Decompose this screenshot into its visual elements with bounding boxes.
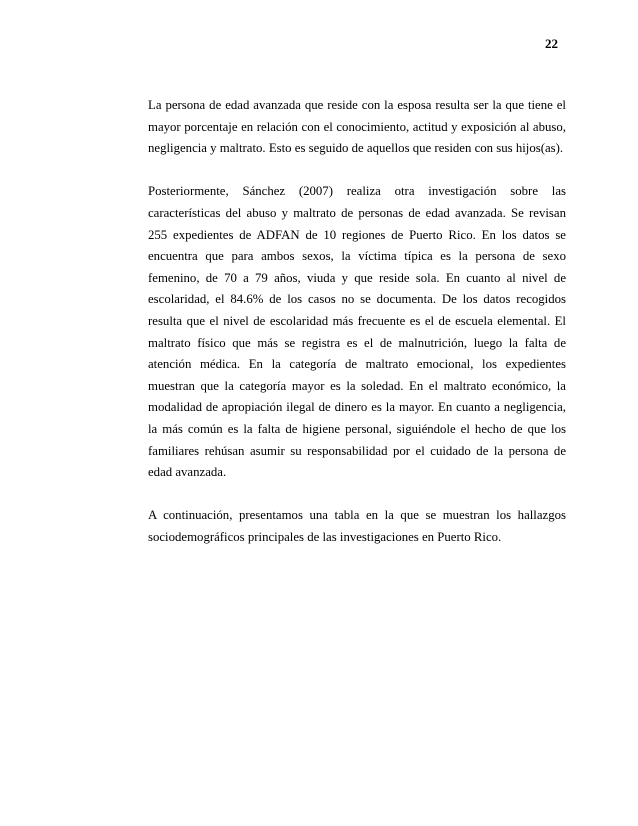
paragraph-household-residence: La persona de edad avanzada que reside con la esposa resulta ser la que tiene el mayor porcentaje en relación con el conocimiento, actitud y exposición al abuso, negligencia y maltrato. Esto es seguido de aquellos que residen con sus hijos(as).: [148, 98, 566, 156]
page-number: 22: [545, 36, 558, 51]
body-text: [148, 95, 566, 570]
paragraph-table-intro: A continuación, presentamos una tabla en la que se muestran los hallazgos sociodemográficos principales de las investigaciones en Puerto Rico.: [148, 508, 566, 544]
paragraph-sanchez-study: Posteriormente, Sánchez (2007) realiza otra investigación sobre las características del abuso y maltrato de personas de edad avanzada. Se revisan 255 expedientes de ADFAN de 10 regiones de Puerto Rico. En los datos se encuentra que para ambos sexos, la víctima típica es la persona de sexo femenino, de 70 a 79 años, viuda y que reside sola. En cuanto al nivel de escolaridad, el 84.6% de los casos no se documenta. De los datos recogidos resulta que el nivel de escolaridad más frecuente es el de escuela elemental. El maltrato físico que más se registra es el de malnutrición, luego la falta de atención médica. En la categoría de maltrato emocional, los expedientes muestran que la categoría mayor es la soledad. En el maltrato económico, la modalidad de apropiación ilegal de dinero es la mayor. En cuanto a negligencia, la más común es la falta de higiene personal, siguiéndole el hecho de que los familiares rehúsan asumir su responsabilidad por el cuidado de la persona de edad avanzada.: [148, 184, 566, 480]
